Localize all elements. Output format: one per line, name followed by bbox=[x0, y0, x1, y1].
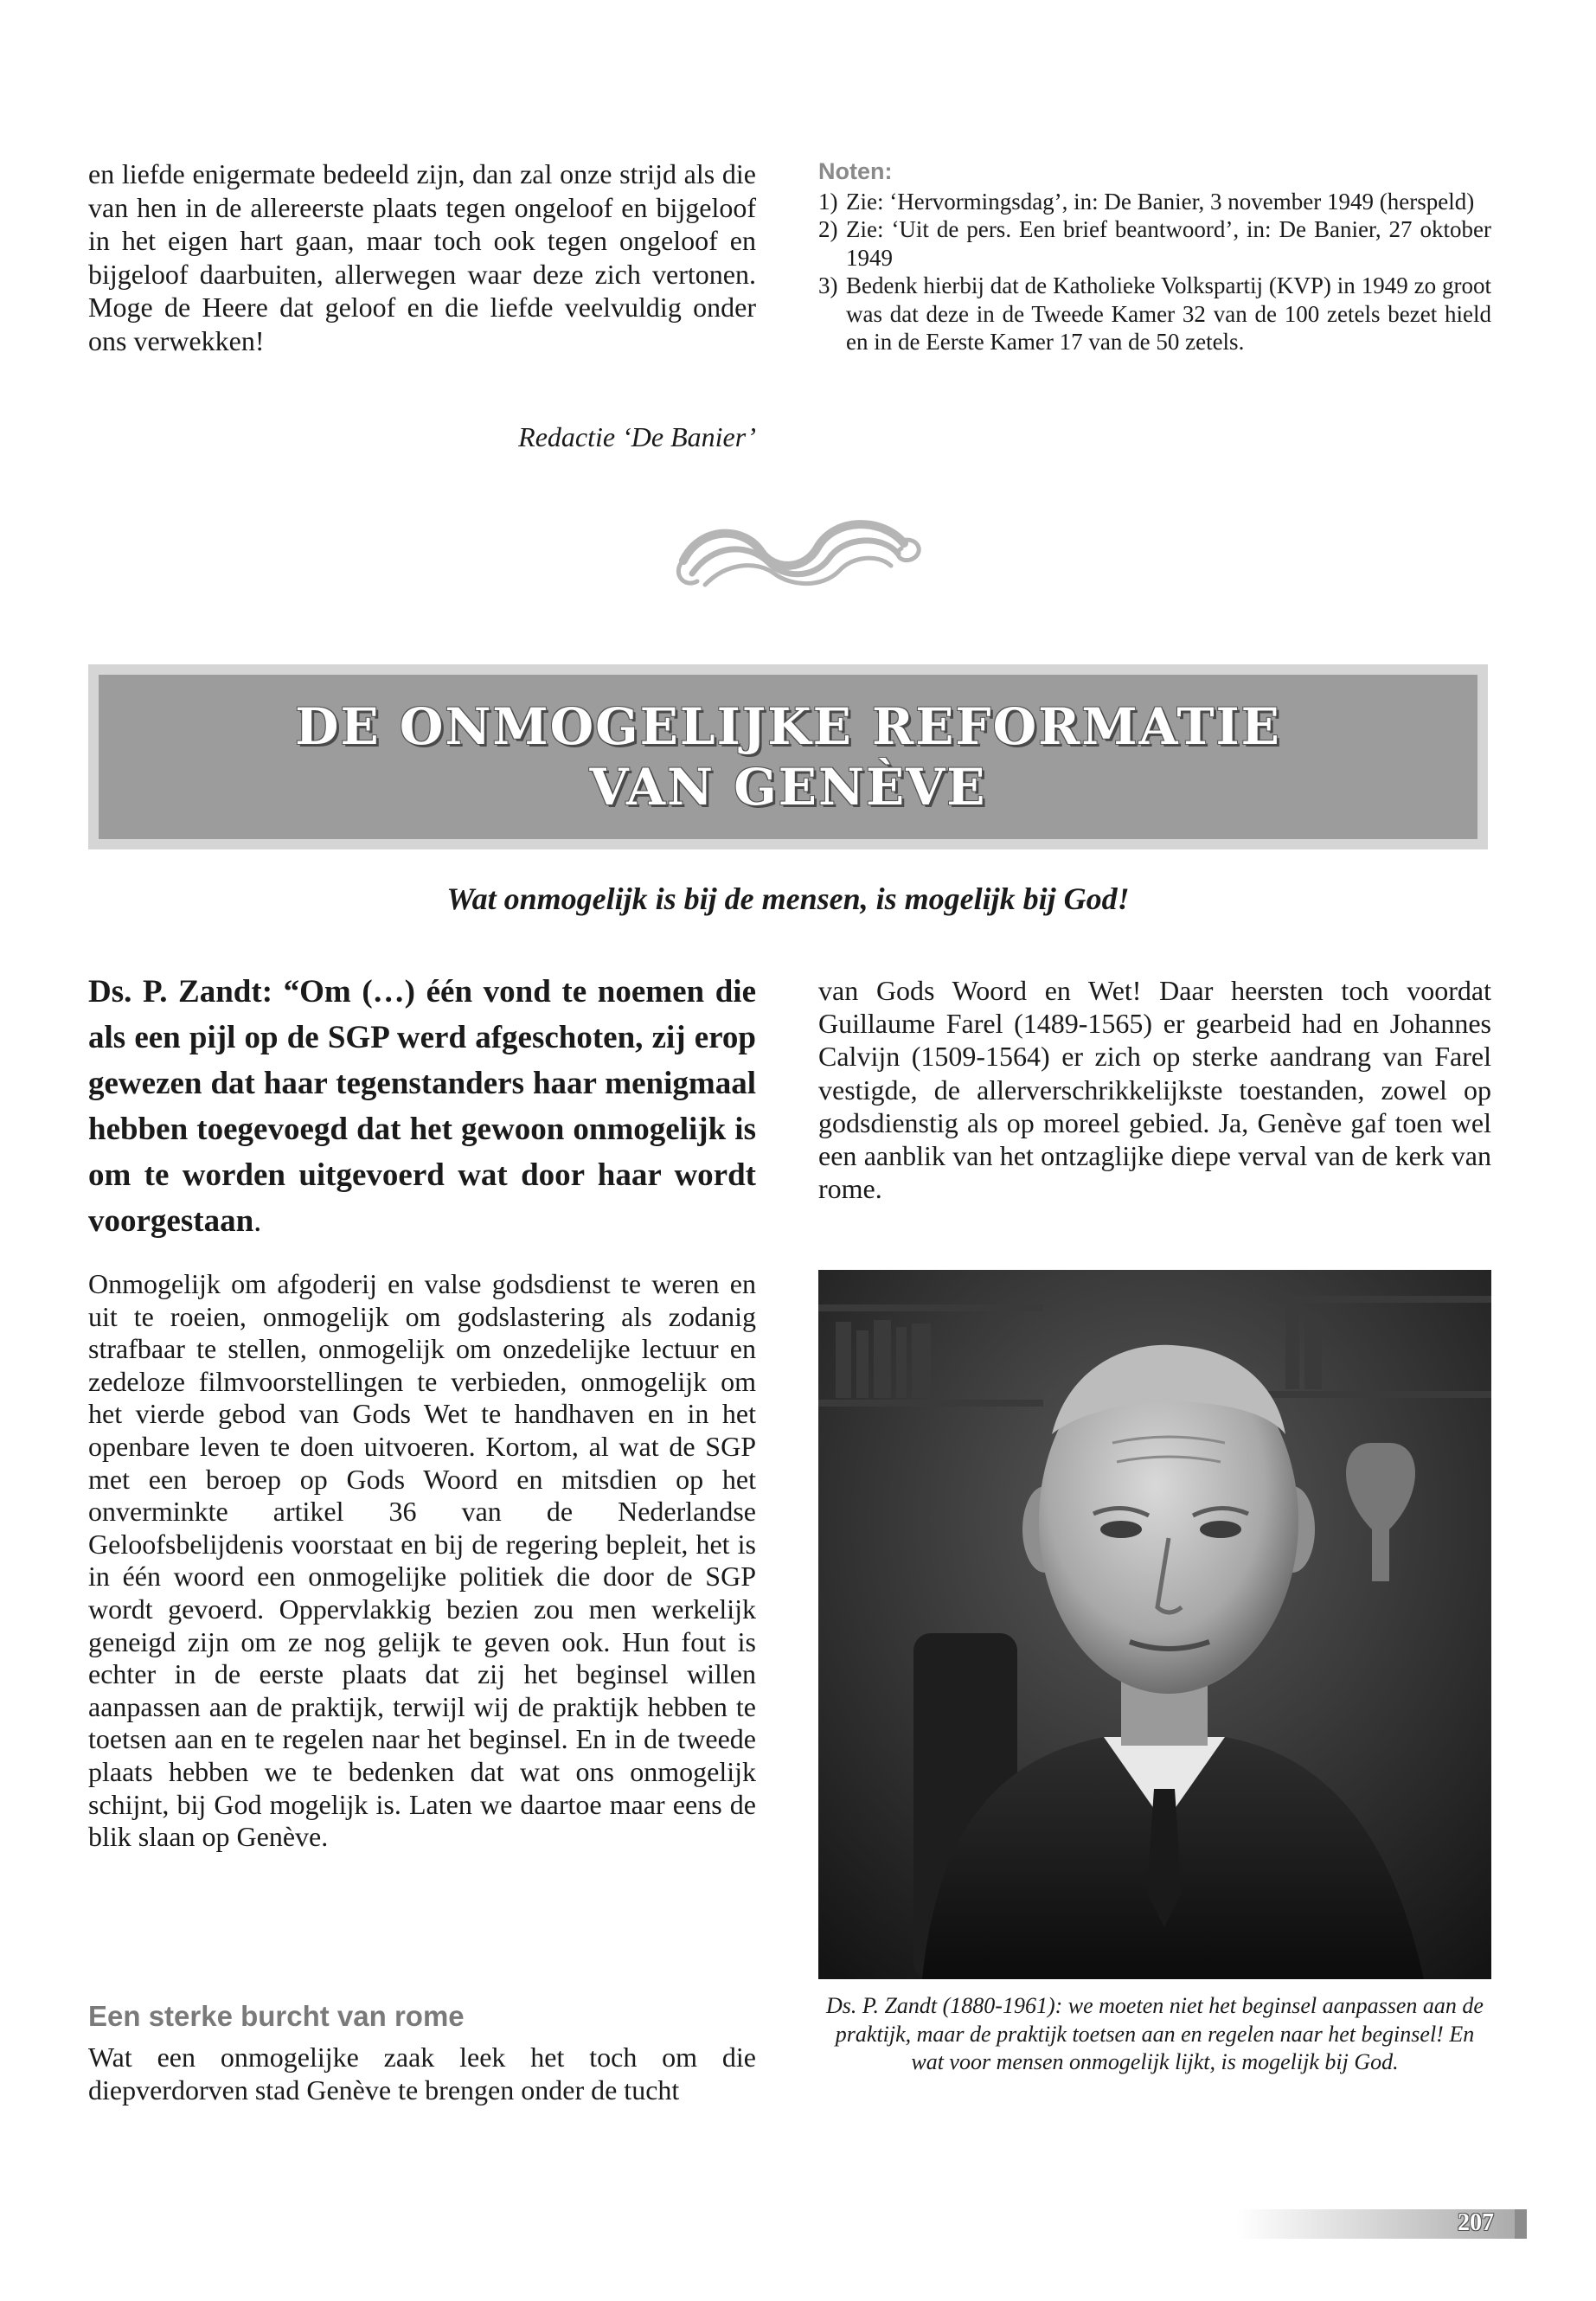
lead-bold-text: Ds. P. Zandt: “Om (…) één vond te noemen die als een pijl op de SGP werd afgeschoten, zij erop gewezen dat haar tegenstanders haar menigmaal hebben toegevoegd dat het gewoon onmogelijk is om te worden uitgevoerd wat door haar wordt voorgestaan bbox=[88, 974, 756, 1239]
body-text-right bbox=[818, 974, 1491, 1205]
note-item bbox=[818, 215, 1491, 272]
lead-end: . bbox=[253, 1203, 262, 1239]
note-text: Zie: ‘Hervormingsdag’, in: De Banier, 3 november 1949 (herspeld) bbox=[846, 188, 1475, 215]
body-text-left-continued bbox=[88, 2041, 756, 2106]
notes bbox=[818, 157, 1491, 356]
lead-paragraph bbox=[88, 969, 756, 1244]
notes-title: Noten: bbox=[818, 158, 893, 184]
swirl-ornament-icon bbox=[666, 509, 934, 604]
note-item bbox=[818, 272, 1491, 356]
article-title-line-1: DE ONMOGELIJKE REFORMATIE bbox=[295, 697, 1281, 756]
body-paragraph: van Gods Woord en Wet! Daar heersten toch voordat Guillaume Farel (1489-1565) er gearbeid had en Johannes Calvijn (1509-1564) er zich op sterke aandrang van Farel vestigde, de allerverschrikkelijkste toestanden, zowel op godsdienstig als op moreel gebied. Ja, Genève gaf toen wel een aanblik van het ontzaglijke diepe verval van de kerk van rome. bbox=[818, 975, 1491, 1205]
page-number-stub bbox=[1515, 2209, 1527, 2239]
page-number-bar bbox=[1237, 2209, 1527, 2239]
note-number: 3) bbox=[818, 272, 838, 298]
page-number: 207 bbox=[1458, 2209, 1494, 2236]
continuation-paragraph: en liefde enigermate bedeeld zijn, dan zal onze strijd als die van hen in de allereerste plaats tegen ongeloof en bijgeloof in het eigen hart gaan, maar toch ook tegen ongeloof en bijgeloof daarbuiten, allerwegen waar deze zich vertonen. Moge de Heere dat geloof en die liefde veelvuldig onder ons verwekken! bbox=[88, 158, 756, 356]
note-item bbox=[818, 188, 1491, 216]
photo-caption: Ds. P. Zandt (1880-1961): we moeten niet het beginsel aanpassen aan de praktijk, maar de praktijk toetsen aan en regelen naar het beginsel! En wat voor mensen onmogelijk lijkt, is mogelijk bij God. bbox=[826, 1993, 1484, 2074]
portrait-photo bbox=[818, 1270, 1491, 1979]
continuation-text bbox=[88, 157, 756, 357]
note-text: Bedenk hierbij dat de Katholieke Volkspartij (KVP) in 1949 zo groot was dat deze in de Tweede Kamer 32 van de 100 zetels bezet hield en in de Eerste Kamer 17 van de 50 zetels. bbox=[846, 272, 1491, 355]
section-heading: Een sterke burcht van rome bbox=[88, 2000, 465, 2032]
title-banner bbox=[88, 664, 1488, 849]
signature: Redactie ‘De Banier’ bbox=[518, 421, 756, 452]
note-text: Zie: ‘Uit de pers. Een brief beantwoord’, in: De Banier, 27 oktober 1949 bbox=[846, 216, 1491, 271]
note-number: 1) bbox=[818, 188, 838, 215]
body-paragraph: Wat een onmogelijke zaak leek het toch om die diepverdorven stad Genève te brengen onder de tucht bbox=[88, 2041, 756, 2106]
body-paragraph: Onmogelijk om afgoderij en valse godsdienst te weren en uit te roeien, onmogelijk om godslastering als zodanig strafbaar te stellen, onmogelijk om onzedelijke lectuur en zedeloze filmvoorstellingen te verbieden, onmogelijk om het vierde gebod van Gods Wet te handhaven en in het openbare leven te doen uitvoeren. Kortom, al wat de SGP met een beroep op Gods Woord en mitsdien op het onverminkte artikel 36 van de Nederlandse Geloofsbelijdenis voorstaat en bij de regering bepleit, het is in één woord een onmogelijke politiek die door de SGP wordt gevoerd. Oppervlakkig bezien zou men werkelijk geneigd zijn om ze nog gelijk te geven ook. Hun fout is echter in de eerste plaats dat zij het beginsel willen aanpassen aan de praktijk, terwijl wij de praktijk hebben te toetsen aan en te regelen naar het beginsel. En in de tweede plaats hebben we te bedenken dat wat ons onmogelijk schijnt, bij God mogelijk is. Laten we daartoe maar eens de blik slaan op Genève. bbox=[88, 1268, 756, 1853]
article-title-line-2: VAN GENÈVE bbox=[589, 758, 987, 817]
note-number: 2) bbox=[818, 216, 838, 242]
body-text-left bbox=[88, 1268, 756, 1854]
article-subtitle: Wat onmogelijk is bij de mensen, is mogelijk bij God! bbox=[446, 881, 1130, 916]
